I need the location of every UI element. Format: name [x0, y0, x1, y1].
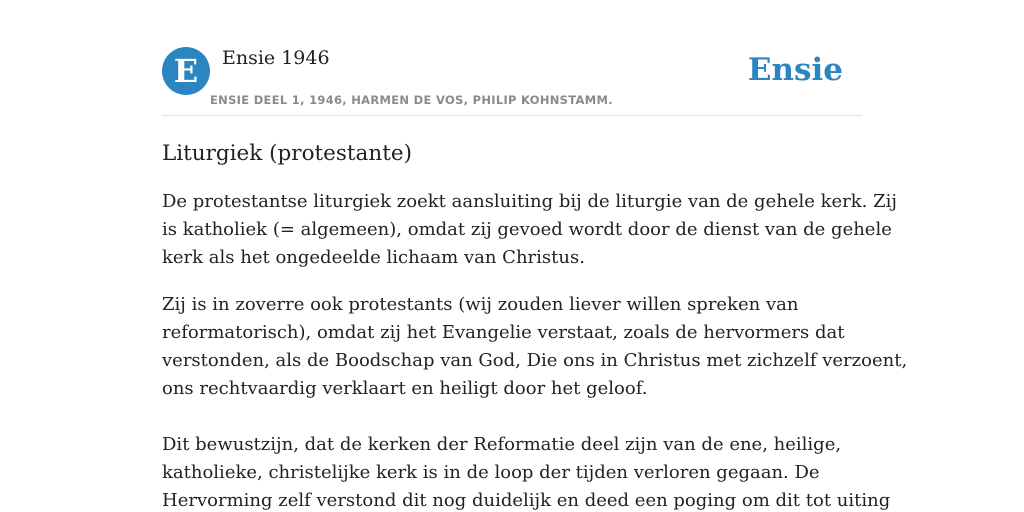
site-title[interactable]: Ensie 1946 [222, 47, 330, 69]
site-subtitle: ENSIE DEEL 1, 1946, HARMEN DE VOS, PHILIP KOHNSTAMM. [210, 93, 613, 107]
paragraph-line: verstonden, als de Boodschap van God, Die ons in Christus met zichzelf verzoent, [162, 350, 908, 371]
article-content [162, 138, 908, 512]
paragraph-line: ons rechtvaardig verklaart en heiligt door het geloof. [162, 378, 648, 399]
site-logo[interactable]: E [162, 47, 210, 95]
paragraph-line: Zij is in zoverre ook protestants (wij zouden liever willen spreken van [162, 294, 799, 315]
paragraph-line: Dit bewustzijn, dat de kerken der Reformatie deel zijn van de ene, heilige, [162, 434, 842, 455]
brand-logo[interactable]: Ensie [747, 52, 843, 88]
article-title: Liturgiek (protestante) [162, 141, 412, 166]
paragraph-line: kerk als het ongedeelde lichaam van Christus. [162, 247, 585, 268]
article-paragraph [162, 291, 908, 403]
article-paragraph [162, 188, 897, 272]
paragraph-line: Hervorming zelf verstond dit nog duidelijk en deed een poging om dit tot uiting [162, 490, 891, 511]
paragraph-line: katholieke, christelijke kerk is in de loop der tijden verloren gegaan. De [162, 462, 820, 483]
paragraph-line: reformatorisch), omdat zij het Evangelie verstaat, zoals de hervormers dat [162, 322, 845, 343]
paragraph-line: De protestantse liturgiek zoekt aansluiting bij de liturgie van de gehele kerk. Zij [162, 191, 897, 212]
paragraph-line: is katholiek (= algemeen), omdat zij gevoed wordt door de dienst van de gehele [162, 219, 892, 240]
site-header [162, 46, 862, 116]
article-paragraph [162, 431, 891, 512]
